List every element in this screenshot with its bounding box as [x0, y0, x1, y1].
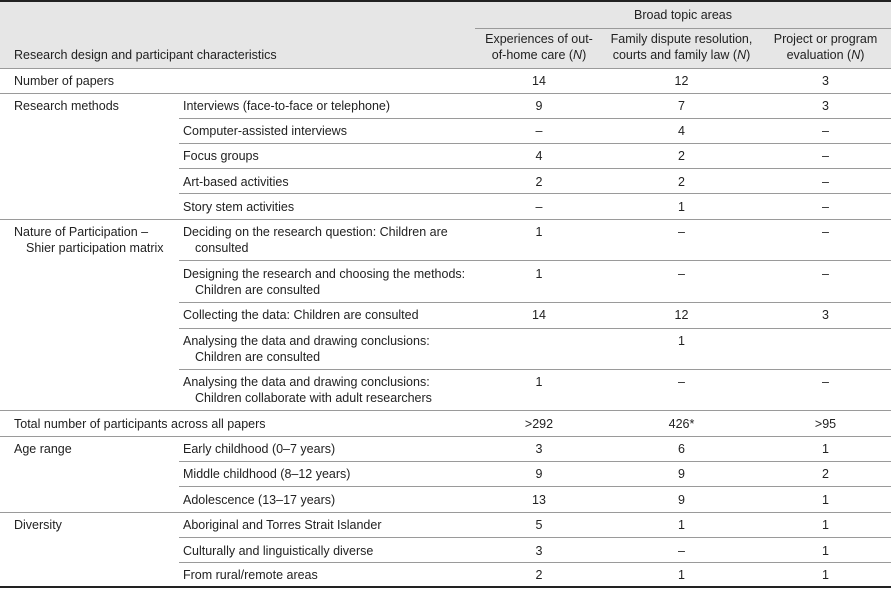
table-cell: 9: [535, 467, 543, 481]
row-rule: [179, 260, 891, 261]
table-cell: 2: [535, 175, 543, 189]
table-cell: 1: [678, 334, 685, 348]
sub-label: Art-based activities: [183, 175, 289, 189]
table-cell: –: [822, 225, 829, 239]
table-cell: 7: [678, 99, 685, 113]
table-cell: 9: [678, 493, 685, 507]
table-cell: 1: [535, 267, 543, 281]
group-rule: [475, 28, 891, 29]
sub-label: From rural/remote areas: [183, 568, 318, 582]
table-cell: 1: [822, 442, 829, 456]
table-cell: –: [822, 124, 829, 138]
table-cell: 2: [535, 568, 543, 582]
row-rule: [0, 219, 891, 220]
row-rule: [0, 436, 891, 437]
row-rule: [179, 143, 891, 144]
sub-label: Aboriginal and Torres Strait Islander: [183, 518, 382, 532]
header-rule: [0, 68, 891, 69]
table-cell: 1: [535, 375, 543, 389]
sub-label: Collecting the data: Children are consulted: [183, 308, 419, 322]
sub-label: Interviews (face-to-face or telephone): [183, 99, 391, 113]
table-cell: 3: [535, 442, 543, 456]
table-cell: 1: [678, 568, 685, 582]
sub-label: Analysing the data and drawing conclusions: Children collaborate with adult researchers: [183, 375, 432, 405]
col-header-program-evaluation: Project or program evaluation (N): [773, 32, 878, 62]
table-cell: –: [535, 124, 543, 138]
sub-label: Middle childhood (8–12 years): [183, 467, 351, 481]
table-cell: 14: [532, 308, 546, 322]
row-label-participation: Nature of Participation – Shier participation matrix: [14, 225, 164, 255]
sub-label: Analysing the data and drawing conclusions: Children are consulted: [183, 334, 430, 364]
row-label-papers: Number of papers: [14, 74, 115, 88]
row-rule: [0, 93, 891, 94]
table-cell: 426*: [668, 417, 695, 431]
table-cell: 2: [678, 175, 685, 189]
sub-label: Deciding on the research question: Children are consulted: [183, 225, 448, 255]
sub-label: Adolescence (13–17 years): [183, 493, 336, 507]
table-cell: 2: [678, 149, 685, 163]
row-rule: [179, 562, 891, 563]
table-cell: 14: [532, 74, 546, 88]
table-cell: 1: [822, 568, 829, 582]
row-header-title: Research design and participant characteristics: [14, 48, 277, 62]
table-cell: 1: [822, 518, 829, 532]
table-cell: 4: [678, 124, 685, 138]
row-rule: [179, 369, 891, 370]
table-cell: 1: [678, 200, 685, 214]
bottom-rule: [0, 586, 891, 588]
table-cell: 12: [674, 74, 689, 88]
table-cell: 12: [674, 308, 689, 322]
table-cell: >95: [814, 417, 837, 431]
col-header-out-of-home-care: Experiences of out- of-home care (N): [485, 32, 593, 62]
sub-label: Early childhood (0–7 years): [183, 442, 336, 456]
table-cell: 9: [535, 99, 543, 113]
table-cell: >292: [524, 417, 554, 431]
row-rule: [0, 512, 891, 513]
row-rule: [179, 537, 891, 538]
sub-label: Designing the research and choosing the methods: Children are consulted: [183, 267, 466, 297]
table-cell: 6: [678, 442, 685, 456]
sub-label: Computer-assisted interviews: [183, 124, 347, 138]
table-cell: 9: [678, 467, 685, 481]
table-cell: 1: [535, 225, 543, 239]
table-cell: –: [822, 149, 829, 163]
row-rule: [179, 168, 891, 169]
table-cell: –: [822, 200, 829, 214]
table-cell: 3: [535, 544, 543, 558]
table-cell: –: [822, 175, 829, 189]
table-cell: 3: [822, 74, 829, 88]
row-rule: [179, 118, 891, 119]
row-label-age: Age range: [14, 442, 72, 456]
row-rule: [0, 410, 891, 411]
table-cell: –: [535, 200, 543, 214]
table-cell: –: [822, 267, 829, 281]
table-cell: –: [678, 225, 685, 239]
row-label-total: Total number of participants across all papers: [14, 417, 266, 431]
row-rule: [179, 193, 891, 194]
row-label-diversity: Diversity: [14, 518, 62, 532]
top-rule: [0, 0, 891, 2]
row-rule: [179, 328, 891, 329]
table-cell: –: [678, 375, 685, 389]
table-cell: –: [822, 375, 829, 389]
table-cell: 1: [822, 544, 829, 558]
sub-label: Focus groups: [183, 149, 259, 163]
table-cell: 3: [822, 308, 829, 322]
row-rule: [179, 302, 891, 303]
row-label-methods: Research methods: [14, 99, 119, 113]
table-cell: 2: [822, 467, 829, 481]
table-cell: 4: [535, 149, 543, 163]
sub-label: Culturally and linguistically diverse: [183, 544, 374, 558]
table-cell: 1: [822, 493, 829, 507]
table-cell: 1: [678, 518, 685, 532]
table-cell: 3: [822, 99, 829, 113]
col-header-family-law: Family dispute resolution, courts and family law (N): [610, 32, 753, 62]
table-cell: –: [678, 544, 685, 558]
row-rule: [179, 461, 891, 462]
group-header: Broad topic areas: [634, 8, 732, 22]
table-cell: –: [678, 267, 685, 281]
table-cell: 5: [535, 518, 543, 532]
table-cell: 13: [532, 493, 546, 507]
row-rule: [179, 486, 891, 487]
sub-label: Story stem activities: [183, 200, 295, 214]
